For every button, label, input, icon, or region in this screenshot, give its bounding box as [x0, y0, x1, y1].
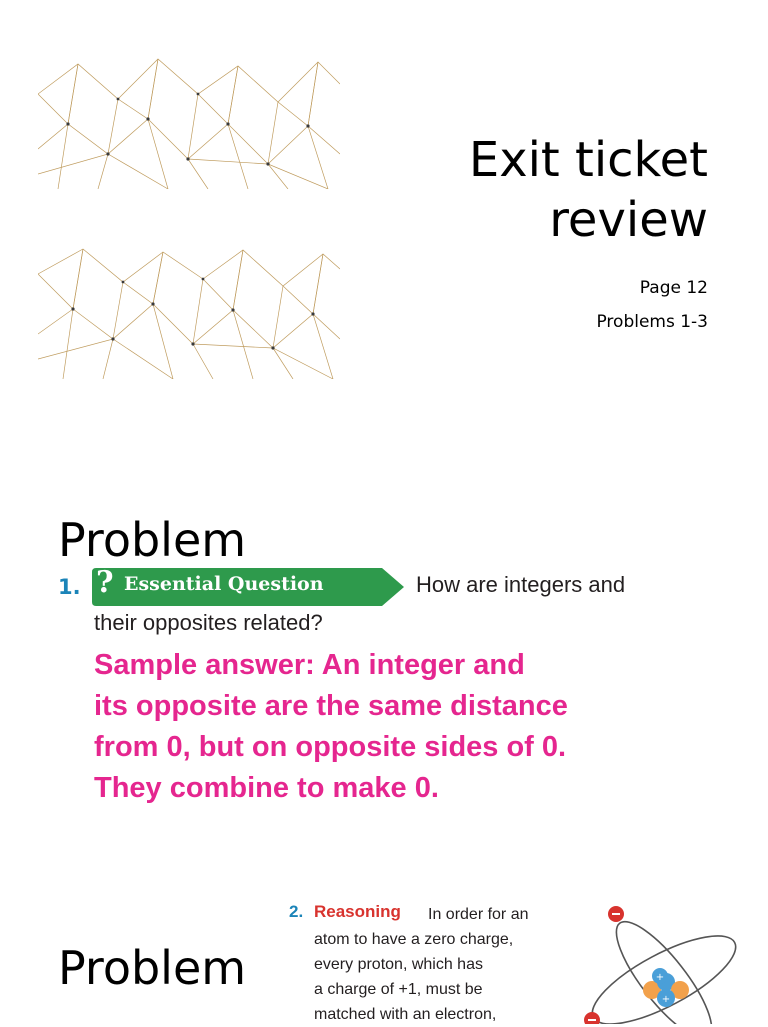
answer-line: They combine to make 0. — [94, 772, 439, 804]
reasoning-line: matched with an electron, — [314, 1006, 497, 1023]
slide-title-line2: review — [549, 192, 708, 248]
slide-title — [288, 130, 708, 250]
geometric-pattern-bottom — [38, 244, 340, 379]
problem-heading-1: Problem — [58, 513, 247, 567]
question-text-line2: their opposites related? — [94, 610, 323, 635]
problems-reference: Problems 1-3 — [596, 312, 708, 332]
page-reference: Page 12 — [639, 278, 708, 298]
answer-line: Sample answer: An integer and — [94, 649, 525, 681]
question-number-2: 2. — [289, 902, 304, 921]
question-number-1: 1. — [58, 575, 81, 599]
slide-title-line1: Exit ticket — [468, 132, 708, 188]
atom-illustration-icon — [580, 898, 768, 1024]
reasoning-line: a charge of +1, must be — [314, 981, 483, 998]
svg-text:+: + — [655, 972, 665, 983]
svg-text:+: + — [661, 994, 671, 1005]
question-mark-icon: ? — [96, 565, 114, 600]
reasoning-line: every proton, which has — [314, 956, 483, 973]
essential-question-label: Essential Question — [124, 573, 324, 595]
problem-heading-2: Problem — [58, 941, 247, 995]
reasoning-line: atom to have a zero charge, — [314, 931, 514, 948]
answer-line: from 0, but on opposite sides of 0. — [94, 731, 567, 763]
reasoning-line: In order for an — [428, 906, 529, 923]
question-text-line1: How are integers and — [416, 572, 626, 597]
reasoning-label: Reasoning — [314, 902, 401, 921]
answer-line: its opposite are the same distance — [94, 690, 568, 722]
sample-answer — [94, 645, 694, 809]
